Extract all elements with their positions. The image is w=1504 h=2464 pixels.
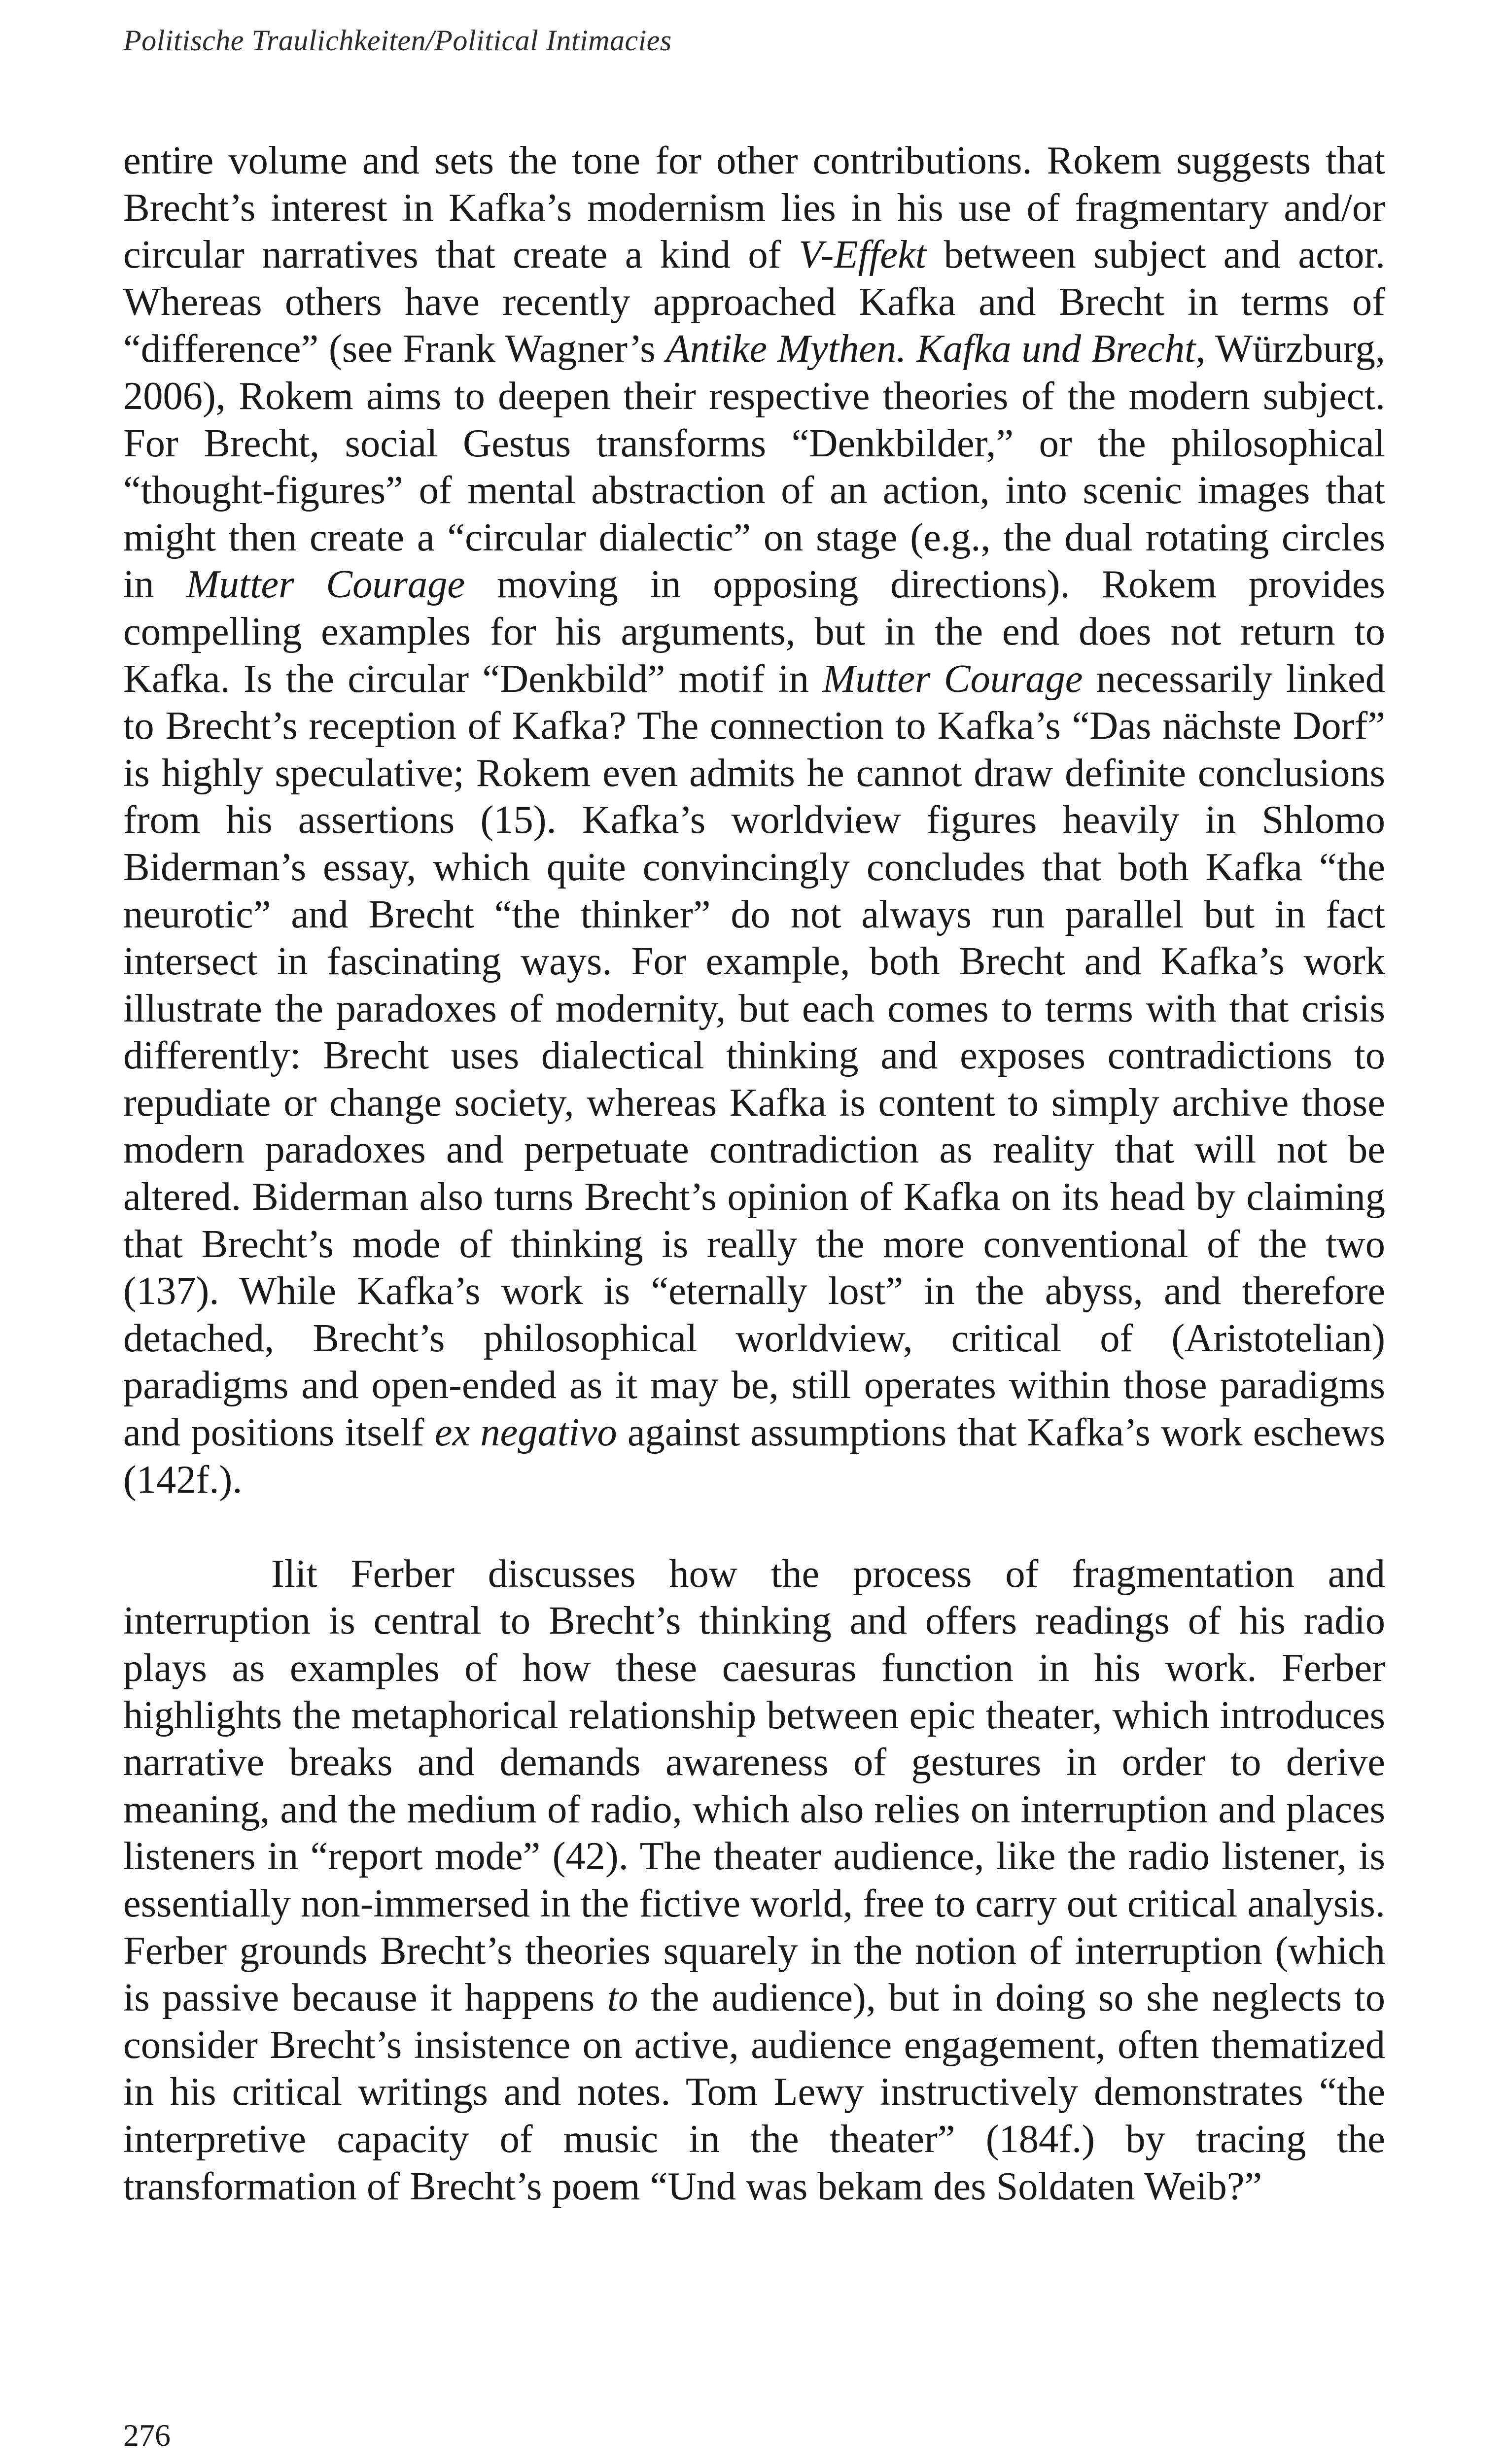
play-title-italic: Mutter Courage xyxy=(822,656,1083,701)
review-body xyxy=(123,137,1385,2210)
text-segment: , Würzburg, 2006), Rokem aims to deepen their respective theories of the modern subject. For Brecht, social Gestus transforms “Denkbilder,” or the philosophical “thought-figures” of mental abstraction of an action, into scenic images that might then create a “circular dialectic” on stage (e.g., the dual rotating circles in xyxy=(123,327,1386,607)
latin-phrase-italic: ex negativo xyxy=(434,1410,617,1455)
page-number: 276 xyxy=(123,2418,171,2453)
book-title-italic: Antike Mythen. Kafka und Brecht xyxy=(665,327,1196,371)
paragraph-1 xyxy=(123,137,1385,1503)
text-segment: against assumptions that Kafka’s work eschews (142f.). xyxy=(123,1410,1385,1502)
text-segment: between subject and actor. Whereas others have recently approached Kafka and Brecht in terms of “difference” (see Frank Wagner’s xyxy=(123,233,1385,371)
text-segment: entire volume and sets the tone for other contributions. Rokem suggests that Brecht’s interest in Kafka’s modernism lies in his use of fragmentary and/or circular narratives that create a kind of xyxy=(123,138,1385,277)
play-title-italic: Mutter Courage xyxy=(186,562,465,607)
text-segment: moving in opposing directions). Rokem provides compelling examples for his arguments, but in the end does not return to Kafka. Is the circular “Denkbild” motif in xyxy=(123,562,1385,701)
text-segment: Ilit Ferber discusses how the process of fragmentation and interruption is central to Brecht’s thinking and offers readings of his radio plays as examples of how these caesuras function in his work. Ferber highlights the metaphorical relationship between epic theater, which introduces narrative breaks and demands awareness of gestures in order to derive meaning, and the medium of radio, which also relies on interruption and places listeners in “report mode” (42). The theater audience, like the radio listener, is essentially non-immersed in the fictive world, free to carry out critical analysis. Ferber grounds Brecht’s theories squarely in the notion of interruption (which is passive because it happens xyxy=(123,1551,1385,2020)
text-segment: the audience), but in doing so she neglects to consider Brecht’s insistence on active, audience engagement, often thematized in his critical writings and notes. Tom Lewy instructively demonstrates “the interpretive capacity of music in the theater” (184f.) by tracing the transformation of Brecht’s poem “Und was bekam des Soldaten Weib?” xyxy=(123,1976,1386,2208)
running-head: Politische Traulichkeiten/Political Intimacies xyxy=(123,24,672,57)
text-segment: necessarily linked to Brecht’s reception of Kafka? The connection to Kafka’s “Das nächste Dorf” is highly speculative; Rokem even admits he cannot draw definite conclusions from his assertions (15). Kafka’s worldview figures heavily in Shlomo Biderman’s essay, which quite convincingly concludes that both Kafka “the neurotic” and Brecht “the thinker” do not always run parallel but in fact intersect in fascinating ways. For example, both Brecht and Kafka’s work illustrate the paradoxes of modernity, but each comes to terms with that crisis differently: Brecht uses dialectical thinking and exposes contradictions to repudiate or change society, whereas Kafka is content to simply archive those modern paradoxes and perpetuate contradiction as reality that will not be altered. Biderman also turns Brecht’s opinion of Kafka on its head by claiming that Brecht’s mode of thinking is really the more conventional of the two (137). While Kafka’s work is “eternally lost” in the abyss, and therefore detached, Brecht’s philosophical worldview, critical of (Aristotelian) paradigms and open-ended as it may be, still operates within those paradigms and positions itself xyxy=(123,656,1385,1455)
italic-term: V-Effekt xyxy=(798,233,927,277)
paragraph-2 xyxy=(123,1550,1385,2210)
italic-emphasis: to xyxy=(607,1976,638,2020)
